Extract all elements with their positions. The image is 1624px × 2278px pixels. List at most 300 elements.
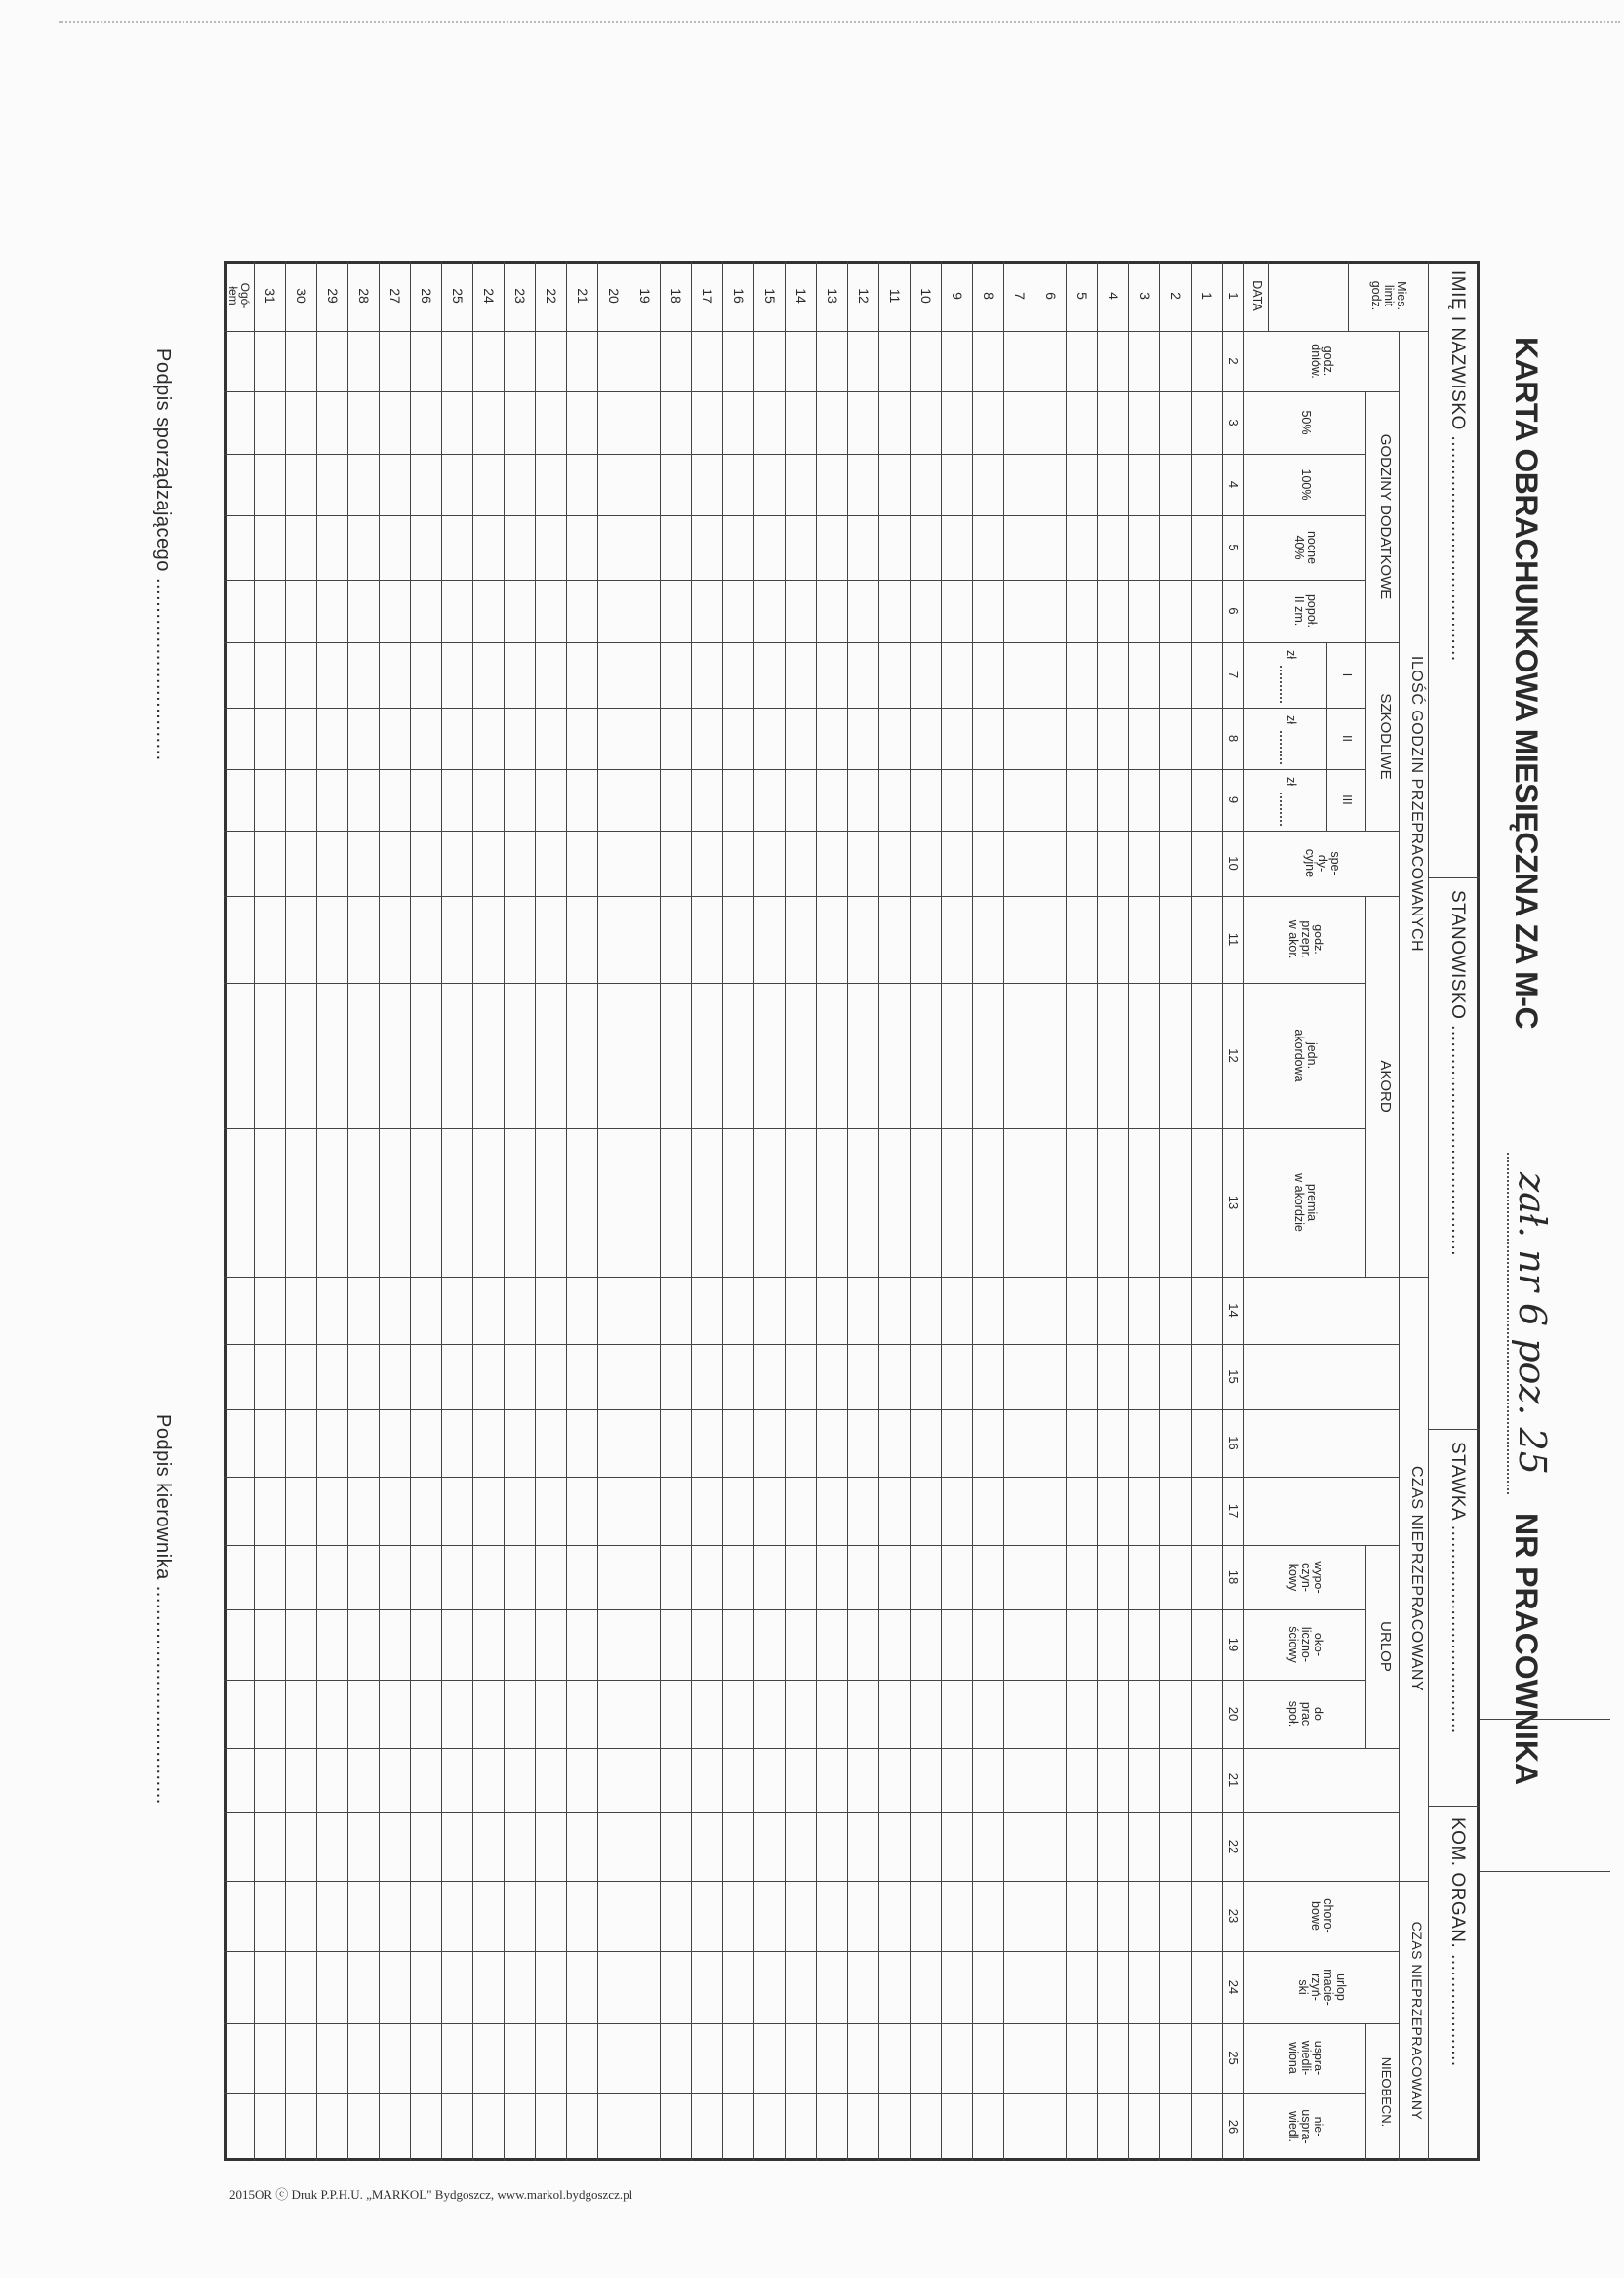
hours-cell[interactable] — [256, 581, 285, 641]
hours-cell[interactable] — [599, 1681, 629, 1747]
hours-cell[interactable] — [693, 1345, 722, 1408]
hours-cell[interactable] — [787, 643, 816, 707]
hours-cell[interactable] — [912, 581, 941, 641]
hours-cell[interactable] — [1099, 1882, 1128, 1950]
hours-cell[interactable] — [943, 1410, 972, 1476]
hours-cell[interactable] — [318, 581, 347, 641]
hours-cell[interactable] — [412, 516, 441, 579]
hours-cell[interactable] — [724, 1681, 753, 1747]
hours-cell[interactable] — [1005, 2094, 1035, 2160]
hours-cell[interactable] — [974, 1882, 1003, 1950]
hours-cell[interactable] — [1068, 770, 1097, 830]
hours-cell[interactable] — [412, 581, 441, 641]
hours-cell[interactable] — [662, 581, 691, 641]
hours-cell[interactable] — [724, 1278, 753, 1343]
hours-cell[interactable] — [943, 1882, 972, 1950]
hours-cell[interactable] — [787, 581, 816, 641]
hours-cell[interactable] — [537, 2024, 566, 2092]
hours-cell[interactable] — [506, 709, 535, 768]
hours-cell[interactable] — [880, 1278, 910, 1343]
hours-cell[interactable] — [1130, 1813, 1159, 1880]
hours-cell[interactable] — [818, 832, 847, 895]
hours-cell[interactable] — [1068, 2024, 1097, 2092]
hours-cell[interactable] — [849, 455, 878, 514]
hours-cell[interactable] — [1130, 1952, 1159, 2022]
hours-cell[interactable] — [755, 1681, 785, 1747]
hours-cell[interactable] — [818, 392, 847, 453]
hours-cell[interactable] — [568, 897, 597, 982]
hours-cell[interactable] — [349, 581, 379, 641]
hours-cell[interactable] — [412, 1813, 441, 1880]
hours-cell[interactable] — [256, 516, 285, 579]
hours-cell[interactable] — [256, 1749, 285, 1811]
hours-cell[interactable] — [1036, 643, 1066, 707]
hours-cell[interactable] — [755, 392, 785, 453]
hours-cell[interactable] — [1193, 581, 1222, 641]
hours-cell[interactable] — [224, 455, 254, 514]
hours-cell[interactable] — [755, 984, 785, 1127]
hours-cell[interactable] — [349, 1546, 379, 1608]
hours-cell[interactable] — [787, 770, 816, 830]
hours-cell[interactable] — [474, 1952, 504, 2022]
hours-cell[interactable] — [1161, 1813, 1191, 1880]
hours-cell[interactable] — [1130, 2024, 1159, 2092]
hours-cell[interactable] — [849, 897, 878, 982]
hours-cell[interactable] — [256, 2094, 285, 2160]
hours-cell[interactable] — [412, 1749, 441, 1811]
hours-cell[interactable] — [1161, 1610, 1191, 1679]
hours-cell[interactable] — [256, 1478, 285, 1544]
hours-cell[interactable] — [349, 709, 379, 768]
hours-cell[interactable] — [256, 1952, 285, 2022]
hours-cell[interactable] — [506, 581, 535, 641]
hours-cell[interactable] — [849, 332, 878, 390]
hours-cell[interactable] — [568, 455, 597, 514]
hours-cell[interactable] — [224, 1478, 254, 1544]
hours-cell[interactable] — [693, 2024, 722, 2092]
hours-cell[interactable] — [1099, 1681, 1128, 1747]
hours-cell[interactable] — [693, 984, 722, 1127]
hours-cell[interactable] — [568, 1478, 597, 1544]
hours-cell[interactable] — [1068, 1345, 1097, 1408]
hours-cell[interactable] — [318, 1478, 347, 1544]
hours-cell[interactable] — [1005, 1610, 1035, 1679]
hours-cell[interactable] — [537, 1345, 566, 1408]
hours-cell[interactable] — [224, 1681, 254, 1747]
hours-cell[interactable] — [349, 1278, 379, 1343]
hours-cell[interactable] — [662, 1681, 691, 1747]
hours-cell[interactable] — [849, 2024, 878, 2092]
hours-cell[interactable] — [599, 516, 629, 579]
hours-cell[interactable] — [537, 770, 566, 830]
hours-cell[interactable] — [755, 832, 785, 895]
hours-cell[interactable] — [755, 1813, 785, 1880]
hours-cell[interactable] — [1036, 332, 1066, 390]
hours-cell[interactable] — [818, 1345, 847, 1408]
hours-cell[interactable] — [443, 709, 472, 768]
hours-cell[interactable] — [849, 770, 878, 830]
hours-cell[interactable] — [1130, 832, 1159, 895]
hours-cell[interactable] — [1130, 709, 1159, 768]
hours-cell[interactable] — [256, 1129, 285, 1276]
hours-cell[interactable] — [974, 392, 1003, 453]
hours-cell[interactable] — [599, 1813, 629, 1880]
hours-cell[interactable] — [1099, 455, 1128, 514]
hours-cell[interactable] — [880, 1952, 910, 2022]
hours-cell[interactable] — [818, 455, 847, 514]
hours-cell[interactable] — [1099, 2094, 1128, 2160]
hours-cell[interactable] — [849, 1546, 878, 1608]
hours-cell[interactable] — [568, 709, 597, 768]
hours-cell[interactable] — [1099, 1610, 1128, 1679]
hours-cell[interactable] — [662, 332, 691, 390]
hours-cell[interactable] — [818, 581, 847, 641]
hours-cell[interactable] — [287, 2024, 316, 2092]
hours-cell[interactable] — [506, 984, 535, 1127]
hours-cell[interactable] — [443, 1129, 472, 1276]
hours-cell[interactable] — [724, 1813, 753, 1880]
hours-cell[interactable] — [287, 709, 316, 768]
hours-cell[interactable] — [787, 897, 816, 982]
hours-cell[interactable] — [912, 1478, 941, 1544]
hours-cell[interactable] — [943, 832, 972, 895]
hours-cell[interactable] — [1161, 1952, 1191, 2022]
hours-cell[interactable] — [474, 709, 504, 768]
hours-cell[interactable] — [287, 581, 316, 641]
hours-cell[interactable] — [755, 2024, 785, 2092]
hours-cell[interactable] — [443, 455, 472, 514]
hours-cell[interactable] — [599, 2024, 629, 2092]
hours-cell[interactable] — [599, 1546, 629, 1608]
hours-cell[interactable] — [287, 1410, 316, 1476]
hours-cell[interactable] — [568, 1129, 597, 1276]
hours-cell[interactable] — [1068, 1410, 1097, 1476]
hours-cell[interactable] — [568, 1278, 597, 1343]
hours-cell[interactable] — [630, 1546, 660, 1608]
hours-cell[interactable] — [412, 1278, 441, 1343]
hours-cell[interactable] — [318, 709, 347, 768]
hours-cell[interactable] — [349, 1749, 379, 1811]
hours-cell[interactable] — [537, 2094, 566, 2160]
hours-cell[interactable] — [943, 984, 972, 1127]
hours-cell[interactable] — [1036, 897, 1066, 982]
hours-cell[interactable] — [506, 643, 535, 707]
hours-cell[interactable] — [224, 770, 254, 830]
hours-cell[interactable] — [1193, 1813, 1222, 1880]
hours-cell[interactable] — [755, 1882, 785, 1950]
hours-cell[interactable] — [1193, 1478, 1222, 1544]
hours-cell[interactable] — [256, 832, 285, 895]
hours-cell[interactable] — [693, 1546, 722, 1608]
hours-cell[interactable] — [1068, 643, 1097, 707]
hours-cell[interactable] — [318, 516, 347, 579]
hours-cell[interactable] — [880, 1478, 910, 1544]
hours-cell[interactable] — [506, 1410, 535, 1476]
hours-cell[interactable] — [381, 643, 410, 707]
hours-cell[interactable] — [787, 2094, 816, 2160]
hours-cell[interactable] — [1005, 1882, 1035, 1950]
hours-cell[interactable] — [349, 1345, 379, 1408]
hours-cell[interactable] — [724, 1478, 753, 1544]
hours-cell[interactable] — [1161, 455, 1191, 514]
name-field[interactable]: IMIĘ I NAZWISKO ........................................ — [1447, 270, 1468, 662]
hours-cell[interactable] — [287, 1681, 316, 1747]
hours-cell[interactable] — [224, 1278, 254, 1343]
hours-cell[interactable] — [1068, 1882, 1097, 1950]
hours-cell[interactable] — [1099, 392, 1128, 453]
hours-cell[interactable] — [599, 1129, 629, 1276]
hours-cell[interactable] — [1005, 1813, 1035, 1880]
hours-cell[interactable] — [1130, 516, 1159, 579]
hours-cell[interactable] — [630, 1952, 660, 2022]
hours-cell[interactable] — [849, 1129, 878, 1276]
hours-cell[interactable] — [1161, 1129, 1191, 1276]
hours-cell[interactable] — [974, 2024, 1003, 2092]
hours-cell[interactable] — [849, 1478, 878, 1544]
hours-cell[interactable] — [568, 1610, 597, 1679]
hours-cell[interactable] — [1005, 455, 1035, 514]
hours-cell[interactable] — [849, 643, 878, 707]
hours-cell[interactable] — [381, 581, 410, 641]
hours-cell[interactable] — [1005, 1129, 1035, 1276]
hours-cell[interactable] — [349, 1478, 379, 1544]
hours-cell[interactable] — [1036, 770, 1066, 830]
hours-cell[interactable] — [662, 516, 691, 579]
hours-cell[interactable] — [1036, 1610, 1066, 1679]
hours-cell[interactable] — [849, 1278, 878, 1343]
hours-cell[interactable] — [818, 1610, 847, 1679]
hours-cell[interactable] — [974, 1129, 1003, 1276]
hours-cell[interactable] — [630, 455, 660, 514]
hours-cell[interactable] — [974, 1749, 1003, 1811]
hours-cell[interactable] — [443, 643, 472, 707]
hours-cell[interactable] — [1130, 1410, 1159, 1476]
hours-cell[interactable] — [1068, 581, 1097, 641]
hours-cell[interactable] — [1161, 1749, 1191, 1811]
hours-cell[interactable] — [724, 984, 753, 1127]
hours-cell[interactable] — [1068, 832, 1097, 895]
hours-cell[interactable] — [1099, 770, 1128, 830]
hours-cell[interactable] — [693, 897, 722, 982]
hours-cell[interactable] — [849, 1749, 878, 1811]
hours-cell[interactable] — [755, 516, 785, 579]
hours-cell[interactable] — [1036, 1129, 1066, 1276]
hours-cell[interactable] — [1005, 516, 1035, 579]
hours-cell[interactable] — [537, 1129, 566, 1276]
hours-cell[interactable] — [474, 1813, 504, 1880]
hours-cell[interactable] — [943, 581, 972, 641]
hours-cell[interactable] — [912, 1546, 941, 1608]
hours-cell[interactable] — [724, 1749, 753, 1811]
hours-cell[interactable] — [1193, 984, 1222, 1127]
hours-cell[interactable] — [381, 392, 410, 453]
hours-cell[interactable] — [630, 1882, 660, 1950]
hours-cell[interactable] — [662, 643, 691, 707]
hours-cell[interactable] — [224, 392, 254, 453]
hours-cell[interactable] — [474, 897, 504, 982]
hours-cell[interactable] — [1099, 1410, 1128, 1476]
hours-cell[interactable] — [506, 1278, 535, 1343]
hours-cell[interactable] — [630, 516, 660, 579]
hours-cell[interactable] — [1036, 832, 1066, 895]
hours-cell[interactable] — [568, 1410, 597, 1476]
hours-cell[interactable] — [568, 516, 597, 579]
hours-cell[interactable] — [943, 1278, 972, 1343]
hours-cell[interactable] — [974, 832, 1003, 895]
hours-cell[interactable] — [912, 455, 941, 514]
hours-cell[interactable] — [506, 1345, 535, 1408]
hours-cell[interactable] — [318, 1129, 347, 1276]
hours-cell[interactable] — [599, 1749, 629, 1811]
hours-cell[interactable] — [662, 2024, 691, 2092]
hours-cell[interactable] — [568, 2094, 597, 2160]
hours-cell[interactable] — [1036, 392, 1066, 453]
hours-cell[interactable] — [1099, 1278, 1128, 1343]
hours-cell[interactable] — [349, 1129, 379, 1276]
hours-cell[interactable] — [1036, 581, 1066, 641]
hours-cell[interactable] — [474, 1345, 504, 1408]
hours-cell[interactable] — [1036, 2024, 1066, 2092]
hours-cell[interactable] — [537, 1278, 566, 1343]
hours-cell[interactable] — [787, 1410, 816, 1476]
hours-cell[interactable] — [818, 770, 847, 830]
hours-cell[interactable] — [662, 1882, 691, 1950]
hours-cell[interactable] — [1130, 984, 1159, 1127]
hours-cell[interactable] — [1161, 581, 1191, 641]
hours-cell[interactable] — [630, 1610, 660, 1679]
hours-cell[interactable] — [974, 1345, 1003, 1408]
hours-cell[interactable] — [506, 2024, 535, 2092]
hours-cell[interactable] — [224, 984, 254, 1127]
hours-cell[interactable] — [381, 984, 410, 1127]
hours-cell[interactable] — [693, 709, 722, 768]
hours-cell[interactable] — [599, 1478, 629, 1544]
hours-cell[interactable] — [693, 1681, 722, 1747]
hours-cell[interactable] — [880, 984, 910, 1127]
hours-cell[interactable] — [568, 2024, 597, 2092]
hours-cell[interactable] — [1005, 332, 1035, 390]
hours-cell[interactable] — [912, 1610, 941, 1679]
hours-cell[interactable] — [630, 2094, 660, 2160]
rate-field[interactable]: STAWKA ..................................... — [1447, 1442, 1468, 1734]
hours-cell[interactable] — [1130, 1681, 1159, 1747]
hours-cell[interactable] — [412, 1952, 441, 2022]
hours-cell[interactable] — [318, 1952, 347, 2022]
hours-cell[interactable] — [506, 1546, 535, 1608]
hours-cell[interactable] — [818, 2024, 847, 2092]
hours-cell[interactable] — [1193, 897, 1222, 982]
hours-cell[interactable] — [474, 1546, 504, 1608]
hours-cell[interactable] — [443, 1478, 472, 1544]
hours-cell[interactable] — [880, 392, 910, 453]
hours-cell[interactable] — [787, 1952, 816, 2022]
hours-cell[interactable] — [568, 1681, 597, 1747]
hours-cell[interactable] — [755, 770, 785, 830]
hours-cell[interactable] — [912, 709, 941, 768]
hours-cell[interactable] — [818, 1546, 847, 1608]
hours-cell[interactable] — [1005, 1681, 1035, 1747]
hours-cell[interactable] — [412, 1345, 441, 1408]
hours-cell[interactable] — [537, 709, 566, 768]
hours-cell[interactable] — [256, 1610, 285, 1679]
hours-cell[interactable] — [974, 643, 1003, 707]
hours-cell[interactable] — [662, 1478, 691, 1544]
hours-cell[interactable] — [630, 1410, 660, 1476]
hours-cell[interactable] — [599, 1410, 629, 1476]
hours-cell[interactable] — [1099, 1546, 1128, 1608]
hours-cell[interactable] — [787, 1610, 816, 1679]
hours-cell[interactable] — [443, 1610, 472, 1679]
hours-cell[interactable] — [943, 455, 972, 514]
hours-cell[interactable] — [630, 1345, 660, 1408]
hours-cell[interactable] — [724, 1546, 753, 1608]
hours-cell[interactable] — [224, 332, 254, 390]
hours-cell[interactable] — [912, 1882, 941, 1950]
hours-cell[interactable] — [412, 392, 441, 453]
hours-cell[interactable] — [1068, 709, 1097, 768]
hours-cell[interactable] — [693, 1478, 722, 1544]
hours-cell[interactable] — [318, 1610, 347, 1679]
hours-cell[interactable] — [974, 1278, 1003, 1343]
hours-cell[interactable] — [724, 332, 753, 390]
hours-cell[interactable] — [880, 1129, 910, 1276]
hours-cell[interactable] — [724, 1345, 753, 1408]
hours-cell[interactable] — [256, 1278, 285, 1343]
hours-cell[interactable] — [537, 1610, 566, 1679]
hours-cell[interactable] — [1130, 2094, 1159, 2160]
hours-cell[interactable] — [256, 643, 285, 707]
hours-cell[interactable] — [1068, 897, 1097, 982]
hours-cell[interactable] — [943, 1952, 972, 2022]
hours-cell[interactable] — [256, 392, 285, 453]
hours-cell[interactable] — [568, 1813, 597, 1880]
hours-cell[interactable] — [474, 1278, 504, 1343]
hours-cell[interactable] — [224, 1952, 254, 2022]
hours-cell[interactable] — [349, 1610, 379, 1679]
hours-cell[interactable] — [943, 516, 972, 579]
hours-cell[interactable] — [349, 832, 379, 895]
hours-cell[interactable] — [662, 1129, 691, 1276]
hours-cell[interactable] — [287, 984, 316, 1127]
hours-cell[interactable] — [568, 984, 597, 1127]
hours-cell[interactable] — [974, 1610, 1003, 1679]
hours-cell[interactable] — [1036, 1681, 1066, 1747]
hours-cell[interactable] — [787, 2024, 816, 2092]
hours-cell[interactable] — [381, 455, 410, 514]
hours-cell[interactable] — [1005, 1478, 1035, 1544]
hours-cell[interactable] — [349, 332, 379, 390]
hours-cell[interactable] — [1193, 770, 1222, 830]
hours-cell[interactable] — [599, 455, 629, 514]
manager-signature[interactable]: Podpis kierownika ..................................... — [152, 1414, 174, 1805]
hours-cell[interactable] — [599, 392, 629, 453]
hours-cell[interactable] — [693, 1610, 722, 1679]
hours-cell[interactable] — [912, 516, 941, 579]
hours-cell[interactable] — [1099, 832, 1128, 895]
hours-cell[interactable] — [443, 1546, 472, 1608]
hours-cell[interactable] — [474, 1129, 504, 1276]
hours-cell[interactable] — [630, 392, 660, 453]
hours-cell[interactable] — [443, 1681, 472, 1747]
hours-cell[interactable] — [880, 1813, 910, 1880]
hours-cell[interactable] — [693, 332, 722, 390]
hours-cell[interactable] — [443, 392, 472, 453]
hours-cell[interactable] — [880, 1610, 910, 1679]
hours-cell[interactable] — [412, 1410, 441, 1476]
hours-cell[interactable] — [287, 1546, 316, 1608]
hours-cell[interactable] — [755, 1129, 785, 1276]
hours-cell[interactable] — [349, 2024, 379, 2092]
